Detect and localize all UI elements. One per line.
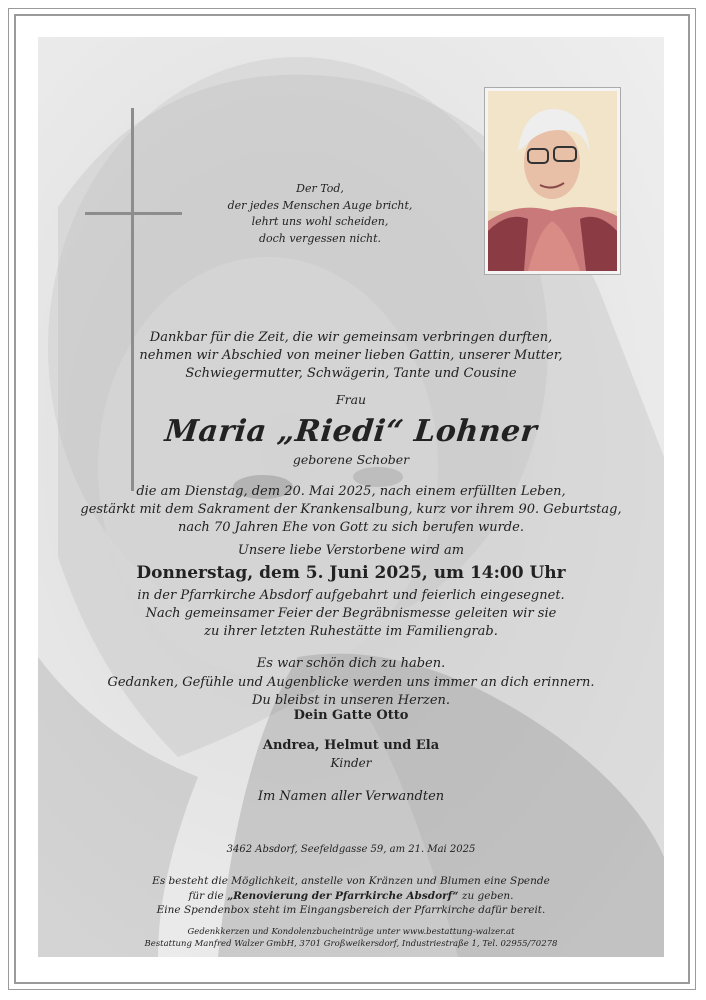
children-names: Andrea, Helmut und Ela [262, 738, 440, 753]
poem [195, 181, 445, 247]
closing-line: Es war schön dich zu haben. [256, 656, 446, 671]
donation-cause: „Renovierung der Pfarrkirche Absdorf“ [227, 889, 459, 902]
burial-line: zu ihrer letzten Ruhestätte im Familiengrab. [204, 624, 498, 639]
gratitude-line: nehmen wir Abschied von meiner lieben Gattin, unserer Mutter, [139, 348, 563, 363]
gratitude-text [38, 329, 664, 383]
donation-text: für die [188, 889, 228, 902]
donation-line: Es besteht die Möglichkeit, anstelle von Kränzen und Blumen eine Spende [152, 875, 550, 887]
death-notice-line: die am Dienstag, dem 20. Mai 2025, nach einem erfüllten Leben, [136, 484, 566, 499]
poem-line: Der Tod, [296, 182, 344, 195]
poem-line: doch vergessen nicht. [258, 231, 382, 245]
closing-line: Du bleibst in unseren Herzen. [251, 693, 451, 708]
footer-funeral-home: Bestattung Manfred Walzer GmbH, 3701 Großweikersdorf, Industriestraße 1, Tel. 02955/70278 [144, 939, 558, 949]
donation-text: zu geben. [458, 889, 514, 902]
place-date: 3462 Absdorf, Seefeldgasse 59, am 21. Mai 2025 [226, 844, 476, 855]
death-notice-line: nach 70 Jahren Ehe von Gott zu sich berufen wurde. [178, 520, 524, 535]
footer-condolence-link[interactable]: Gedenkkerzen und Kondolenzbucheinträge unter www.bestattung-walzer.at [187, 927, 515, 937]
donation-line [38, 889, 664, 904]
burial-line: in der Pfarrkirche Absdorf aufgebahrt und feierlich eingesegnet. [137, 588, 565, 603]
announcement: Unsere liebe Verstorbene wird am [237, 543, 465, 558]
cross-icon-crossbar [85, 212, 182, 215]
death-notice-line: gestärkt mit dem Sakrament der Krankensalbung, kurz vor ihrem 90. Geburtstag, [80, 502, 622, 517]
footer [38, 926, 664, 950]
closing-words [38, 655, 664, 711]
children-label: Kinder [330, 756, 372, 770]
burial-line: Nach gemeinsamer Feier der Begräbnismesse geleiten wir sie [145, 606, 557, 621]
donation-line: Eine Spendenbox steht im Eingangsbereich der Pfarrkirche dafür bereit. [156, 904, 546, 916]
birth-name: geborene Schober [292, 452, 410, 467]
death-notice [38, 483, 664, 537]
closing-line: Gedanken, Gefühle und Augenblicke werden uns immer an dich erinnern. [107, 674, 595, 690]
burial-text [38, 587, 664, 641]
donation-notice [38, 874, 664, 918]
gratitude-line: Dankbar für die Zeit, die wir gemeinsam verbringen durften, [149, 330, 553, 345]
poem-line: lehrt uns wohl scheiden, [251, 215, 389, 228]
relatives-signoff: Im Namen aller Verwandten [257, 789, 445, 804]
husband: Dein Gatte Otto [293, 708, 409, 723]
poem-line: der jedes Menschen Auge bricht, [227, 198, 413, 212]
funeral-date: Donnerstag, dem 5. Juni 2025, um 14:00 Uhr [136, 563, 566, 583]
title-prefix: Frau [335, 392, 367, 407]
gratitude-line: Schwiegermutter, Schwägerin, Tante und Cousine [185, 366, 517, 381]
deceased-name: Maria „Riedi“ Lohner [163, 414, 539, 449]
portrait-photo [484, 87, 621, 275]
